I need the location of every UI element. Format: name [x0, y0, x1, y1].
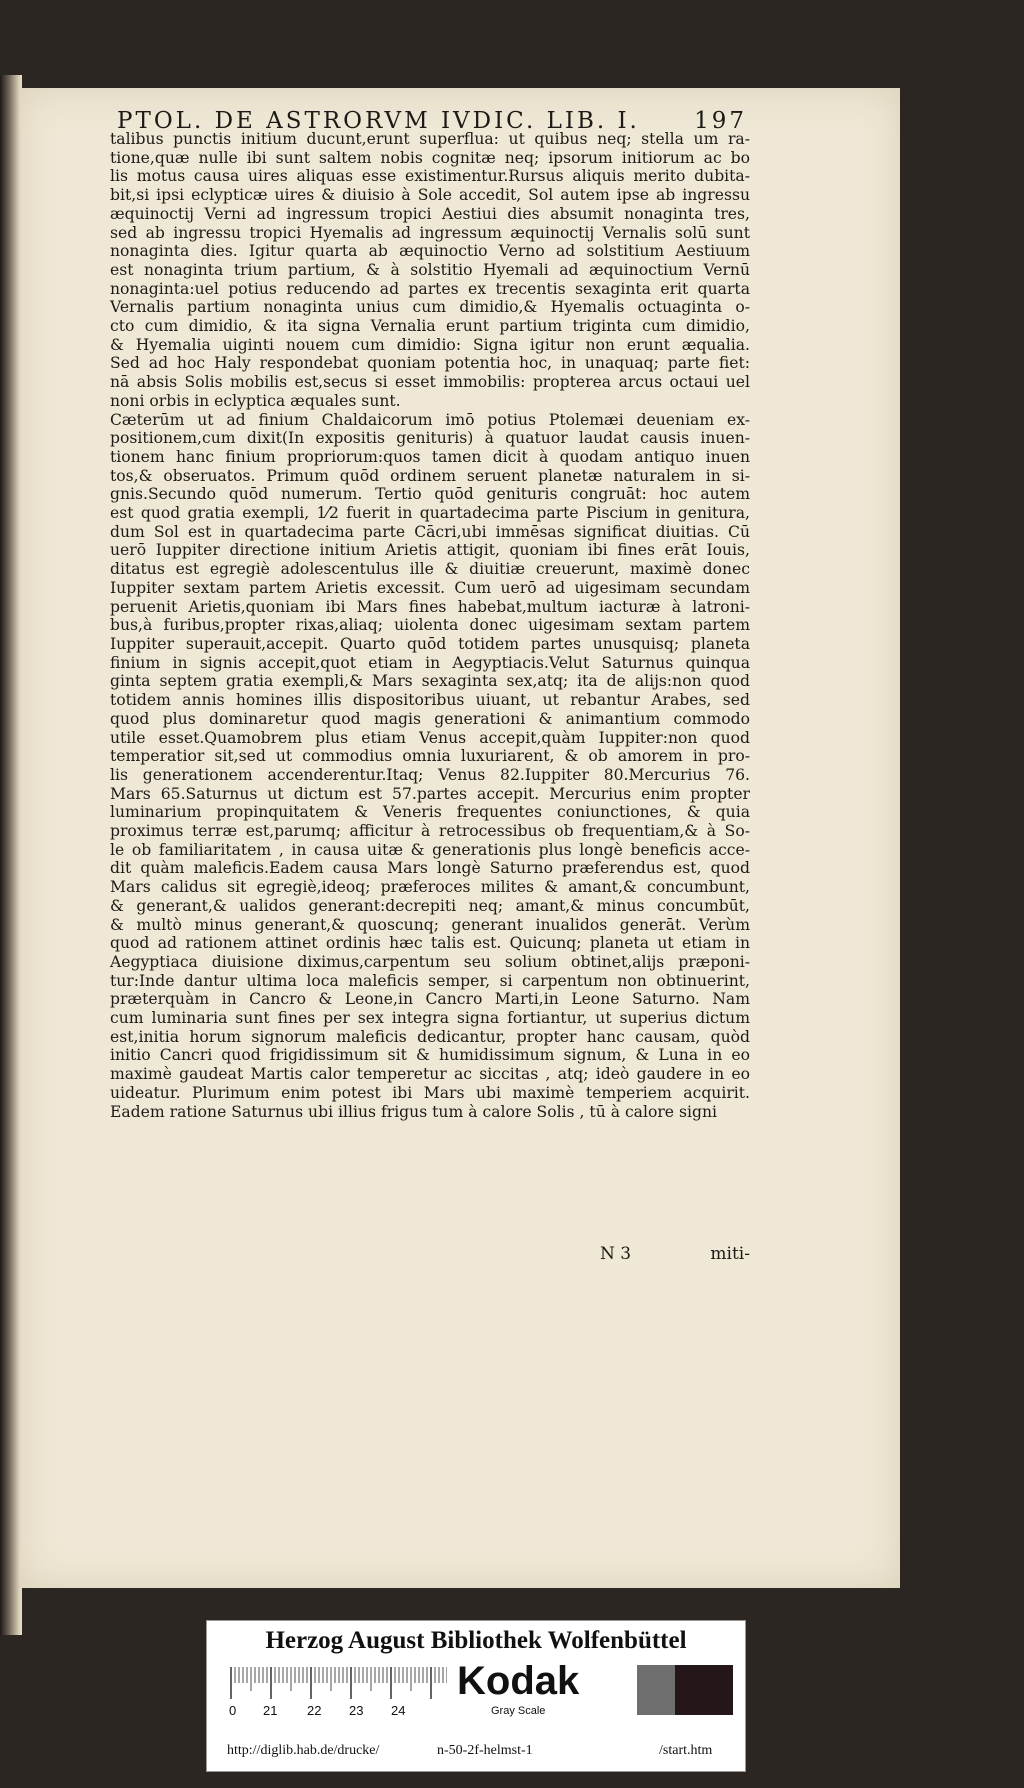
book-edge — [0, 75, 22, 1635]
url-right[interactable]: /start.htm — [659, 1743, 713, 1758]
text-line: tur:Inde dantur ultima loca maleficis semper, si carpentum non obtinuerint, — [110, 971, 750, 990]
text-line: le ob familiaritatem , in causa uitæ & generationis plus longè beneficis acce- — [110, 840, 750, 859]
gray-swatch-dark — [675, 1665, 733, 1715]
text-line: proximus terræ est,parumq; afficitur à retrocessibus ob frequentiam,& à So- — [110, 822, 750, 841]
text-line: est,initia horum signorum maleficis dedicantur, propter hanc causam, quòd — [110, 1027, 750, 1046]
text-line: talibus punctis initium ducunt,erunt superflua: ut quibus neq; stella um ra- — [110, 130, 750, 148]
text-line: Aegyptiaca diuisione diximus,carpentum seu solium obtinet,alijs præponi- — [110, 952, 750, 971]
text-line: Eadem ratione Saturnus ubi illius frigus tum à calore Solis , tū à calore signi — [110, 1102, 717, 1121]
ruler-number: 22 — [307, 1703, 322, 1718]
ruler-number: 0 — [229, 1703, 237, 1718]
ruler-numbers — [229, 1703, 469, 1719]
ruler-number: 23 — [349, 1703, 364, 1718]
color-reference-card — [206, 1620, 746, 1772]
text-line: totidem annis homines illis dispositoribus uiuant, ut rebantur Arabes, sed — [110, 691, 750, 710]
text-line: ginta septem gratia exempli,& Mars sexaginta sex,atq; ita de alijs:non quod — [110, 672, 750, 691]
text-line: est quod gratia exempli, 1⁄2 fuerit in quartadecima parte Piscium in genitura, — [110, 504, 750, 523]
text-line: positionem,cum dixit(In expositis genituris) à quatuor laudat causis inuen- — [110, 429, 750, 448]
kodak-logo: Kodak — [457, 1659, 580, 1703]
url-left[interactable]: http://diglib.hab.de/drucke/ — [227, 1743, 380, 1758]
text-line: quod plus dominaretur quod magis generationi & animantium commodo — [110, 709, 750, 728]
text-line: bit,si ipsi eclypticæ uires & diuisio à Sole accedit, Sol autem ipse ab ingressu — [110, 186, 750, 205]
text-line: ditatus est egregiè adolescentulus ille & diuitiæ creuerunt, maximè donec — [110, 560, 750, 579]
text-line: initio Cancri quod frigidissimum sit & humidissimum signum, & Luna in eo — [110, 1046, 750, 1065]
text-line: noni orbis in eclyptica æquales sunt. — [110, 391, 401, 410]
text-line: finium in signis accepit,quot etiam in Aegyptiacis.Velut Saturnus quinqua — [110, 653, 750, 672]
text-line: Iuppiter sextam partem Arietis excessit. Cum uerō ad uigesimam secundam — [110, 578, 750, 597]
text-line: tos,& obseruatos. Primum quōd ordinem seruent planetæ naturalem in si- — [110, 466, 750, 485]
text-line: luminarium propinquitatem & Veneris frequentes coniunctiones, & quia — [110, 803, 750, 822]
text-line: nonaginta dies. Igitur quarta ab æquinoctio Verno ad solstitium Aestiuum — [110, 242, 750, 261]
text-line: quod ad rationem attinet ordinis hæc talis est. Quicunq; planeta ut etiam in — [110, 934, 750, 953]
text-line: nā absis Solis mobilis est,secus si esset immobilis: propterea arcus octaui uel — [110, 373, 750, 392]
text-line: peruenit Arietis,quoniam ibi Mars fines habebat,multum iacturæ à latroni- — [110, 597, 750, 616]
text-line: bus,à furibus,propter rixas,aliaq; uiolenta donec uigesimam sextam partem — [110, 616, 750, 635]
text-line: Mars calidus sit egregiè,ideoq; præferoces milites & amant,& concumbunt, — [110, 878, 750, 897]
text-line: utile esset.Quamobrem plus etiam Venus accepit,quàm Iuppiter:non quod — [110, 728, 750, 747]
text-line: cum luminaria sunt fines per sex integra signa fortiantur, ut superius dictum — [110, 1009, 750, 1028]
text-line: est nonaginta trium partium, & à solstitio Hyemali ad æquinoctium Vernū — [110, 260, 750, 279]
page-number: 197 — [694, 108, 747, 134]
text-line: uerō Iuppiter directione initium Arietis attigit, quoniam ibi fines erāt Iouis, — [110, 541, 750, 560]
text-line: Vernalis partium nonaginta unius cum dimidio,& Hyemalis octuaginta o- — [110, 298, 750, 317]
header-title: PTOL. DE ASTRORVM IVDIC. LIB. I. — [117, 108, 640, 134]
url-middle[interactable]: n-50-2f-helmst-1 — [437, 1743, 533, 1758]
signature-line — [580, 1244, 750, 1264]
text-line: tione,quæ nulle ibi sunt saltem nobis cognitæ neq; ipsorum initiorum ac bo — [110, 148, 750, 167]
text-line: Iuppiter superauit,accepit. Quarto quōd totidem partes unusquisq; planeta — [110, 634, 750, 653]
text-line: gnis.Secundo quōd numerum. Tertio quōd genituris congruāt: hoc autem — [110, 485, 750, 504]
body-text — [110, 130, 750, 1121]
text-line: maximè gaudeat Martis calor temperetur ac siccitas , atq; ideò gaudere in eo — [110, 1065, 750, 1084]
text-line: dit quàm maleficis.Eadem causa Mars longè Saturno præferendus est, quod — [110, 859, 750, 878]
text-line: dum Sol est in quartadecima parte Cācri,ubi immēsas significat diuitias. Cū — [110, 522, 750, 541]
catchword: miti- — [710, 1244, 750, 1264]
signature-mark: N 3 — [600, 1244, 632, 1264]
gray-scale-label: Gray Scale — [491, 1705, 546, 1717]
text-line: & generant,& ualidos generant:decrepiti neq; amant,& minus concumbūt, — [110, 896, 750, 915]
text-line: æquinoctij Verni ad ingressum tropici Aestiui dies absumit nonaginta tres, — [110, 204, 750, 223]
text-line: & Hyemalia uiginti nouem cum dimidio: Signa igitur non erunt æqualia. — [110, 335, 750, 354]
ruler-scale — [229, 1665, 447, 1701]
text-line: Sed ad hoc Haly respondebat quoniam potentia hoc, in unaquaq; parte fiet: — [110, 354, 750, 373]
text-line: uideatur. Plurimum enim potest ibi Mars ubi maximè temperiem acquirit. — [110, 1083, 750, 1102]
ruler-number: 24 — [391, 1703, 406, 1718]
text-line: lis motus causa uires aliquas esse existimentur.Rursus aliquis merito dubita- — [110, 167, 750, 186]
ruler-number: 21 — [263, 1703, 278, 1718]
text-line: nonaginta:uel potius reducendo ad partes ex trecentis sexaginta erit quarta — [110, 279, 750, 298]
text-line: præterquàm in Cancro & Leone,in Cancro Marti,in Leone Saturno. Nam — [110, 990, 750, 1009]
text-line: Mars 65.Saturnus ut dictum est 57.partes accepit. Mercurius enim propter — [110, 784, 750, 803]
text-line: Cæterūm ut ad finium Chaldaicorum imō potius Ptolemæi deueniam ex- — [110, 410, 750, 429]
gray-swatch-mid — [637, 1665, 675, 1715]
text-line: cto cum dimidio, & ita signa Vernalia erunt partium triginta cum dimidio, — [110, 317, 750, 336]
text-line: sed ab ingressu tropici Hyemalis ad ingressum æquinoctij Vernalis solū sunt — [110, 223, 750, 242]
text-line: & multò minus generant,& quoscunq; generant inualidos generāt. Verùm — [110, 915, 750, 934]
library-title: Herzog August Bibliothek Wolfenbüttel — [265, 1627, 687, 1654]
text-line: lis generationem accenderentur.Itaq; Venus 82.Iuppiter 80.Mercurius 76. — [110, 765, 750, 784]
text-line: temperatior sit,sed ut commodius omnia luxuriarent, & ob amorem in pro- — [110, 747, 750, 766]
text-line: tionem hanc finium propriorum:quos tamen dicit à quodam antiquo inuen — [110, 447, 750, 466]
